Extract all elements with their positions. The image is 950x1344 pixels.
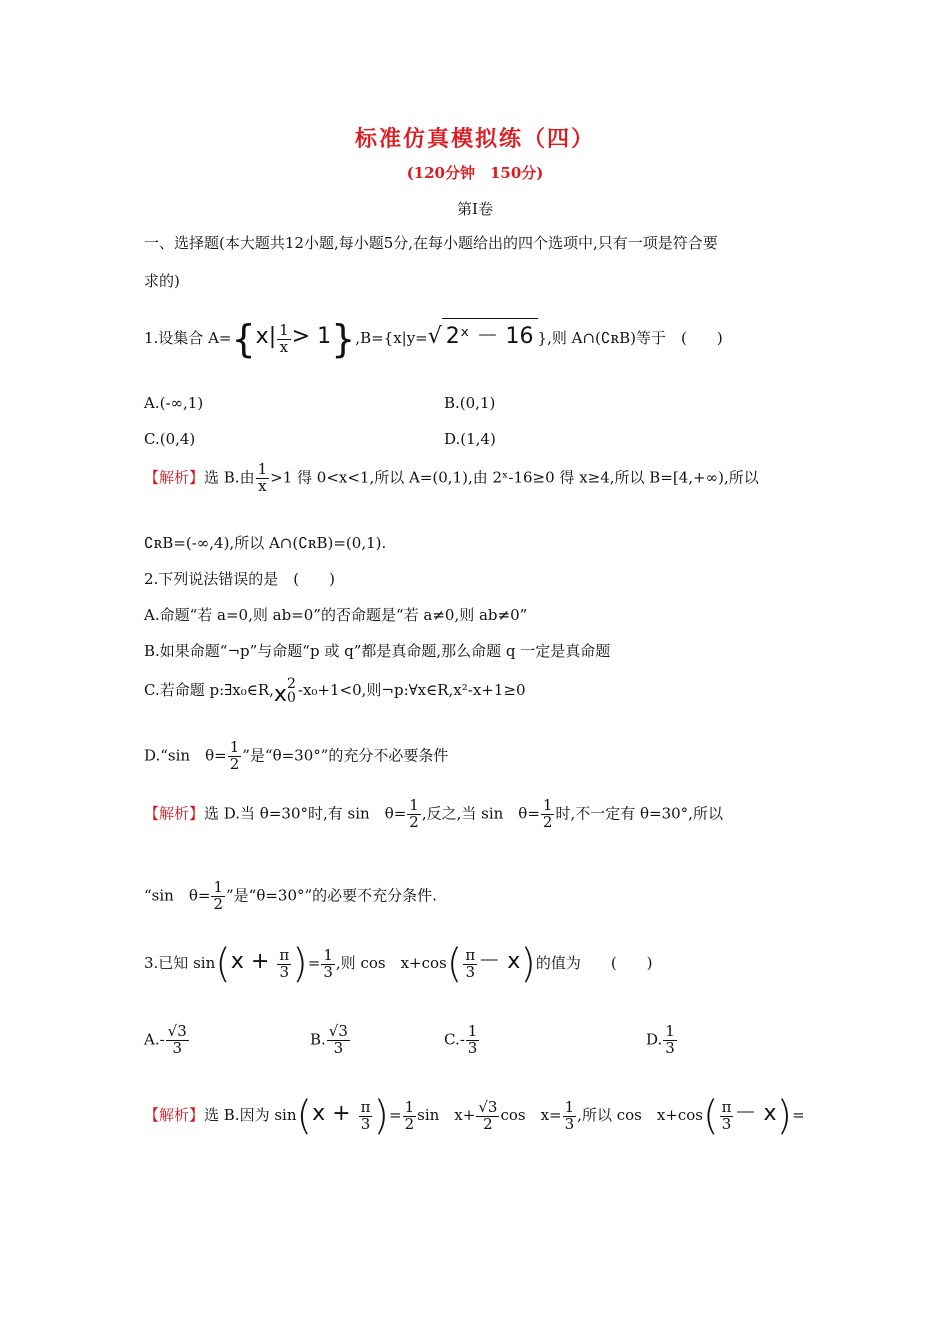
q2-option-a: A.命题“若 a=0,则 ab=0”的否命题是“若 a≠0,则 ab≠0” — [144, 606, 528, 624]
q1-option-d: D.(1,4) — [444, 430, 496, 448]
q2-option-b: B.如果命题“¬p”与命题“p 或 q”都是真命题,那么命题 q 一定是真命题 — [144, 642, 611, 660]
q1-option-b: B.(0,1) — [444, 394, 496, 412]
q3-analysis: 【解析】选 B.因为 sin(x + $\frac{\pi}{3}$ )= $\frac{1}{2}$ sin x+ $\frac{√3}{2}$ cos x= $\frac{1}{3}$ ,所以 cos x+cos( $\frac{\pi}{3}$ － x)= — [144, 1093, 805, 1139]
q1-analysis-line2: ∁ʀB=(-∞,4),所以 A∩(∁ʀB)=(0,1). — [144, 534, 387, 552]
q3-option-a: A.- $\frac{√3}{3}$ — [144, 1022, 187, 1057]
q3-option-b: B. $\frac{√3}{3}$ — [310, 1022, 348, 1057]
q2-option-d: D.“sin θ= $\frac{1}{2}$ ”是“θ=30°”的充分不必要条件 — [144, 738, 449, 773]
section-intro-line2: 求的) — [144, 272, 180, 290]
section-intro-line1: 一、选择题(本大题共12小题,每小题5分,在每小题给出的四个选项中,只有一项是符合要 — [144, 234, 718, 252]
question-1-stem: 1.设集合 A={x| $\frac{1}{x}$ > 1},B={x|y=√ 2ˣ － 16 },则 A∩(∁ʀB)等于 ( ) — [144, 317, 723, 361]
volume-label: 第Ⅰ卷 — [457, 200, 493, 218]
question-2-stem: 2.下列说法错误的是 ( ) — [144, 570, 336, 588]
q1-analysis: 【解析】选 B.由 $\frac{1}{x}$ >1 得 0<x<1,所以 A=(0,1),由 2ˣ-16≥0 得 x≥4,所以 B=[4,+∞),所以 — [144, 460, 759, 495]
q3-option-d: D. $\frac{1}{3}$ — [646, 1022, 675, 1057]
q2-analysis: 【解析】选 D.当 θ=30°时,有 sin θ= $\frac{1}{2}$ ,反之,当 sin θ= $\frac{1}{2}$ 时,不一定有 θ=30°,所以 — [144, 796, 723, 831]
question-3-stem: 3.已知 sin(x + $\frac{\pi}{3}$ )= $\frac{1}{3}$ ,则 cos x+cos( $\frac{\pi}{3}$ － x)的值为 ( ) — [144, 941, 653, 987]
q1-option-a: A.(-∞,1) — [144, 394, 204, 412]
page-title: 标准仿真模拟练（四） — [354, 126, 595, 152]
q2-analysis-line2: “sin θ= $\frac{1}{2}$ ”是“θ=30°”的必要不充分条件. — [144, 878, 437, 913]
q2-option-c: C.若命题 p:∃x₀∈R,x 2 0 -x₀+1<0,则¬p:∀x∈R,x²-x+1≥0 — [144, 676, 526, 707]
exam-duration-score: (120分钟 150分) — [406, 164, 544, 182]
q3-option-c: C.- $\frac{1}{3}$ — [444, 1022, 478, 1057]
fraction-one-over-x: $\frac{1}{x}$ — [279, 320, 289, 356]
sqrt-expression: 2ˣ － 16 — [442, 318, 538, 350]
q1-option-c: C.(0,4) — [144, 430, 196, 448]
analysis-tag: 【解析】 — [144, 468, 205, 487]
